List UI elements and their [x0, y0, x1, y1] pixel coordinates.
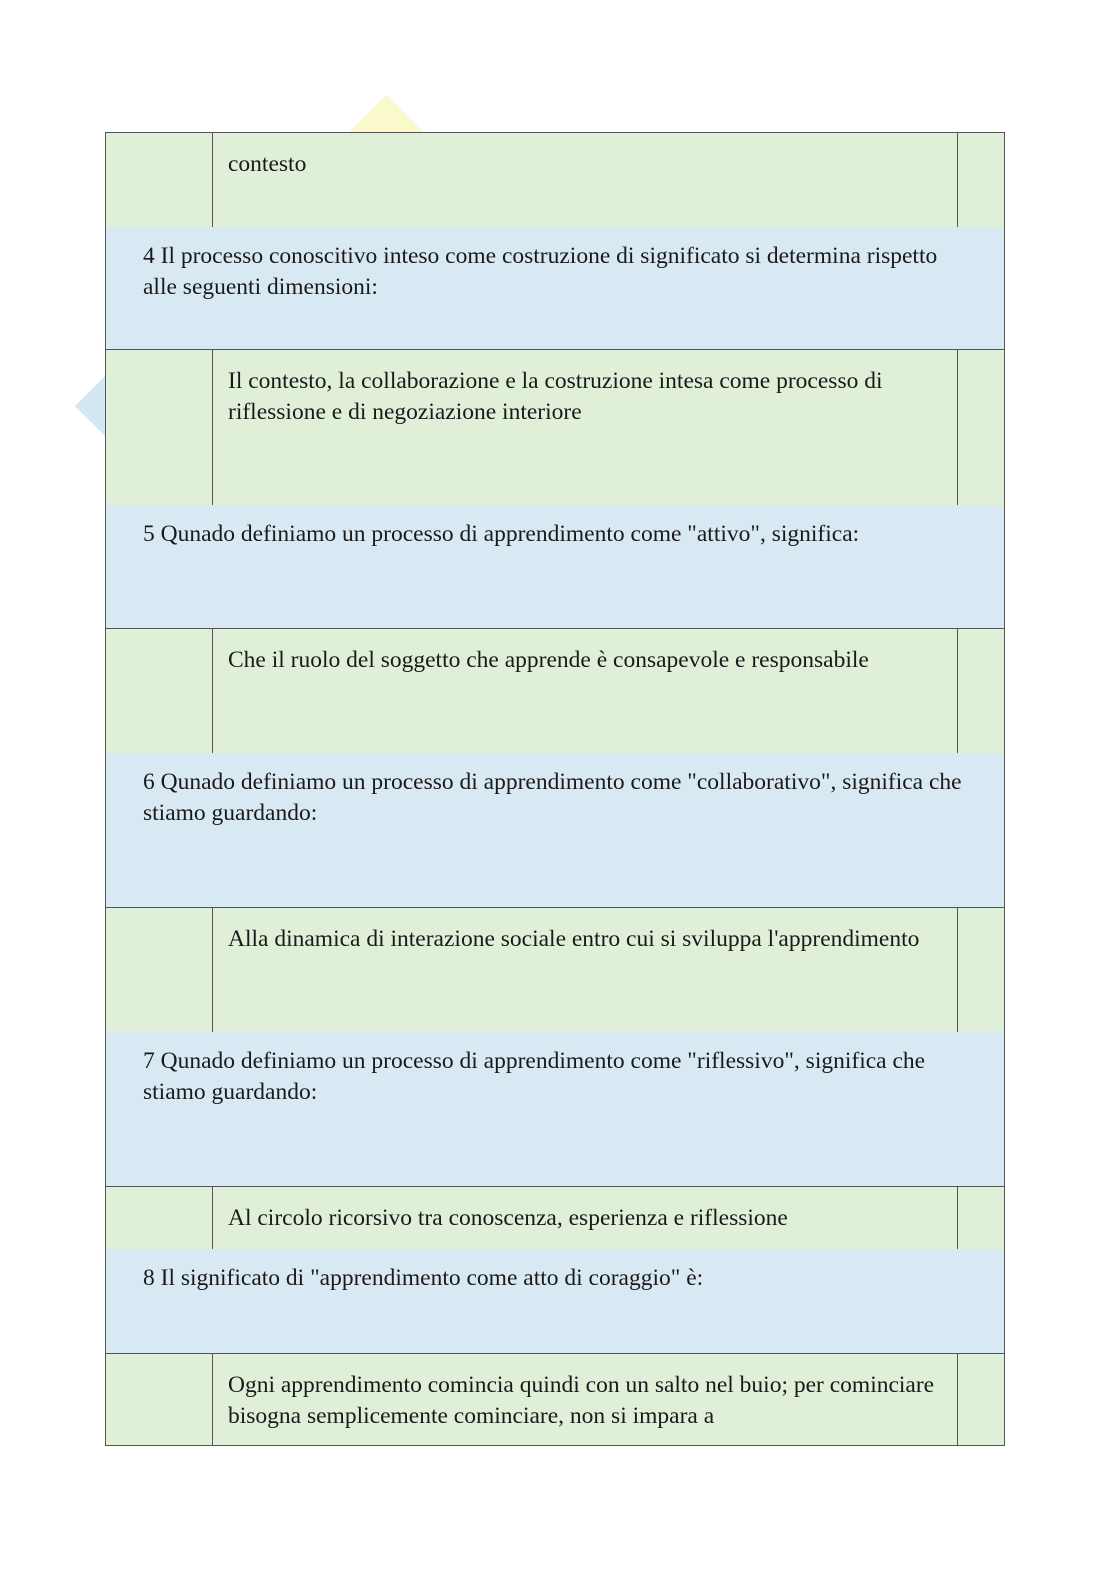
answer-text: Che il ruolo del soggetto che apprende è consapevole e responsabile — [213, 629, 958, 753]
answer-row — [106, 629, 1005, 753]
answer-right-cell — [958, 629, 1005, 753]
answer-right-cell — [958, 133, 1005, 227]
answer-row — [106, 1187, 1005, 1249]
answer-row — [106, 1354, 1005, 1446]
answer-text: Al circolo ricorsivo tra conoscenza, esperienza e riflessione — [213, 1187, 958, 1249]
answer-text: Il contesto, la collaborazione e la costruzione intesa come processo di riflessione e di negoziazione interiore — [213, 350, 958, 505]
answer-left-cell — [106, 1354, 213, 1446]
answer-right-cell — [958, 1187, 1005, 1249]
question-text: 5 Qunado definiamo un processo di apprendimento come "attivo", significa: — [106, 505, 1005, 629]
answer-row — [106, 350, 1005, 505]
question-text: 7 Qunado definiamo un processo di apprendimento come "riflessivo", significa che stiamo guardando: — [106, 1032, 1005, 1187]
answer-left-cell — [106, 629, 213, 753]
question-row — [106, 505, 1005, 629]
question-row — [106, 1032, 1005, 1187]
answer-text: Ogni apprendimento comincia quindi con un salto nel buio; per cominciare bisogna semplicemente cominciare, non si impara a — [213, 1354, 958, 1446]
answer-right-cell — [958, 1354, 1005, 1446]
answer-text: contesto — [213, 133, 958, 227]
question-row — [106, 1249, 1005, 1354]
question-row — [106, 753, 1005, 908]
answer-left-cell — [106, 908, 213, 1032]
question-text: 6 Qunado definiamo un processo di apprendimento come "collaborativo", significa che stiamo guardando: — [106, 753, 1005, 908]
answer-text: Alla dinamica di interazione sociale entro cui si sviluppa l'apprendimento — [213, 908, 958, 1032]
question-row — [106, 227, 1005, 350]
answer-left-cell — [106, 350, 213, 505]
answer-right-cell — [958, 908, 1005, 1032]
question-answer-table — [105, 132, 1005, 1446]
answer-row — [106, 133, 1005, 227]
answer-left-cell — [106, 1187, 213, 1249]
answer-right-cell — [958, 350, 1005, 505]
answer-row — [106, 908, 1005, 1032]
answer-left-cell — [106, 133, 213, 227]
question-text: 4 Il processo conoscitivo inteso come costruzione di significato si determina rispetto alle seguenti dimensioni: — [106, 227, 1005, 350]
question-text: 8 Il significato di "apprendimento come atto di coraggio" è: — [106, 1249, 1005, 1354]
